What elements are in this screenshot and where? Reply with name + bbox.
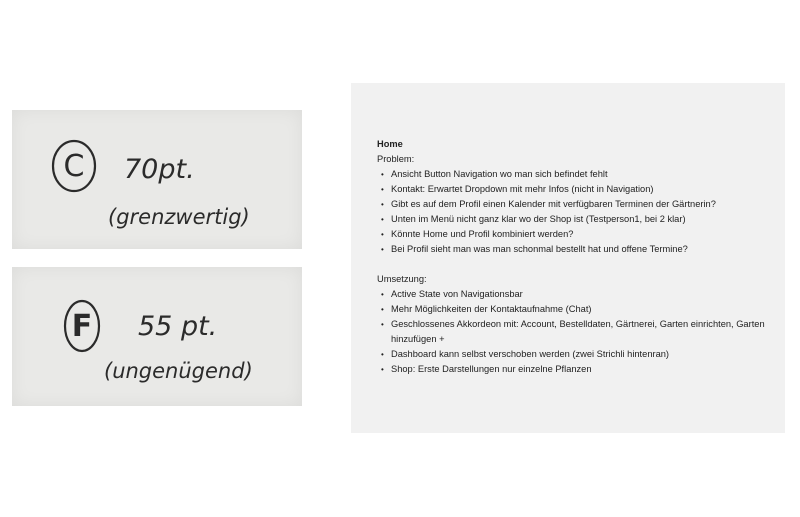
list-item: • Könnte Home und Profil kombiniert werden? bbox=[377, 227, 765, 242]
problem-list bbox=[377, 167, 765, 257]
list-item: • Bei Profil sieht man was man schonmal bestellt hat und offene Termine? bbox=[377, 242, 765, 257]
notes-panel bbox=[351, 83, 785, 433]
handwriting-c bbox=[12, 110, 302, 249]
list-item: • Shop: Erste Darstellungen nur einzelne Pflanzen bbox=[377, 362, 765, 377]
grade-letter: C bbox=[63, 149, 85, 184]
problem-label: Problem: bbox=[377, 154, 415, 164]
points-text: 70pt. bbox=[124, 154, 195, 185]
list-item: • Mehr Möglichkeiten der Kontaktaufnahme (Chat) bbox=[377, 302, 765, 317]
points-text: 55 pt. bbox=[138, 311, 218, 342]
grade-letter: F bbox=[71, 309, 93, 344]
list-item: • Unten im Menü nicht ganz klar wo der Shop ist (Testperson1, bei 2 klar) bbox=[377, 212, 765, 227]
list-item: • Dashboard kann selbst verschoben werden (zwei Strichli hintenran) bbox=[377, 347, 765, 362]
list-item: • Active State von Navigationsbar bbox=[377, 287, 765, 302]
list-item: • Ansicht Button Navigation wo man sich befindet fehlt bbox=[377, 167, 765, 182]
implementation-list bbox=[377, 287, 765, 377]
list-item: • Geschlossenes Akkordeon mit: Account, Bestelldaten, Gärtnerei, Garten einrichten, Garten hinzufügen + bbox=[377, 317, 765, 347]
list-item: • Kontakt: Erwartet Dropdown mit mehr Infos (nicht in Navigation) bbox=[377, 182, 765, 197]
handwriting-f bbox=[12, 267, 302, 406]
list-item: • Gibt es auf dem Profil einen Kalender mit verfügbaren Terminen der Gärtnerin? bbox=[377, 197, 765, 212]
implementation-label: Umsetzung: bbox=[377, 274, 427, 284]
verdict-text: (grenzwertig) bbox=[108, 205, 250, 229]
grade-photo-c bbox=[12, 110, 302, 249]
verdict-text: (ungenügend) bbox=[104, 359, 253, 383]
notes-title: Home bbox=[377, 139, 403, 149]
grade-photo-f bbox=[12, 267, 302, 406]
